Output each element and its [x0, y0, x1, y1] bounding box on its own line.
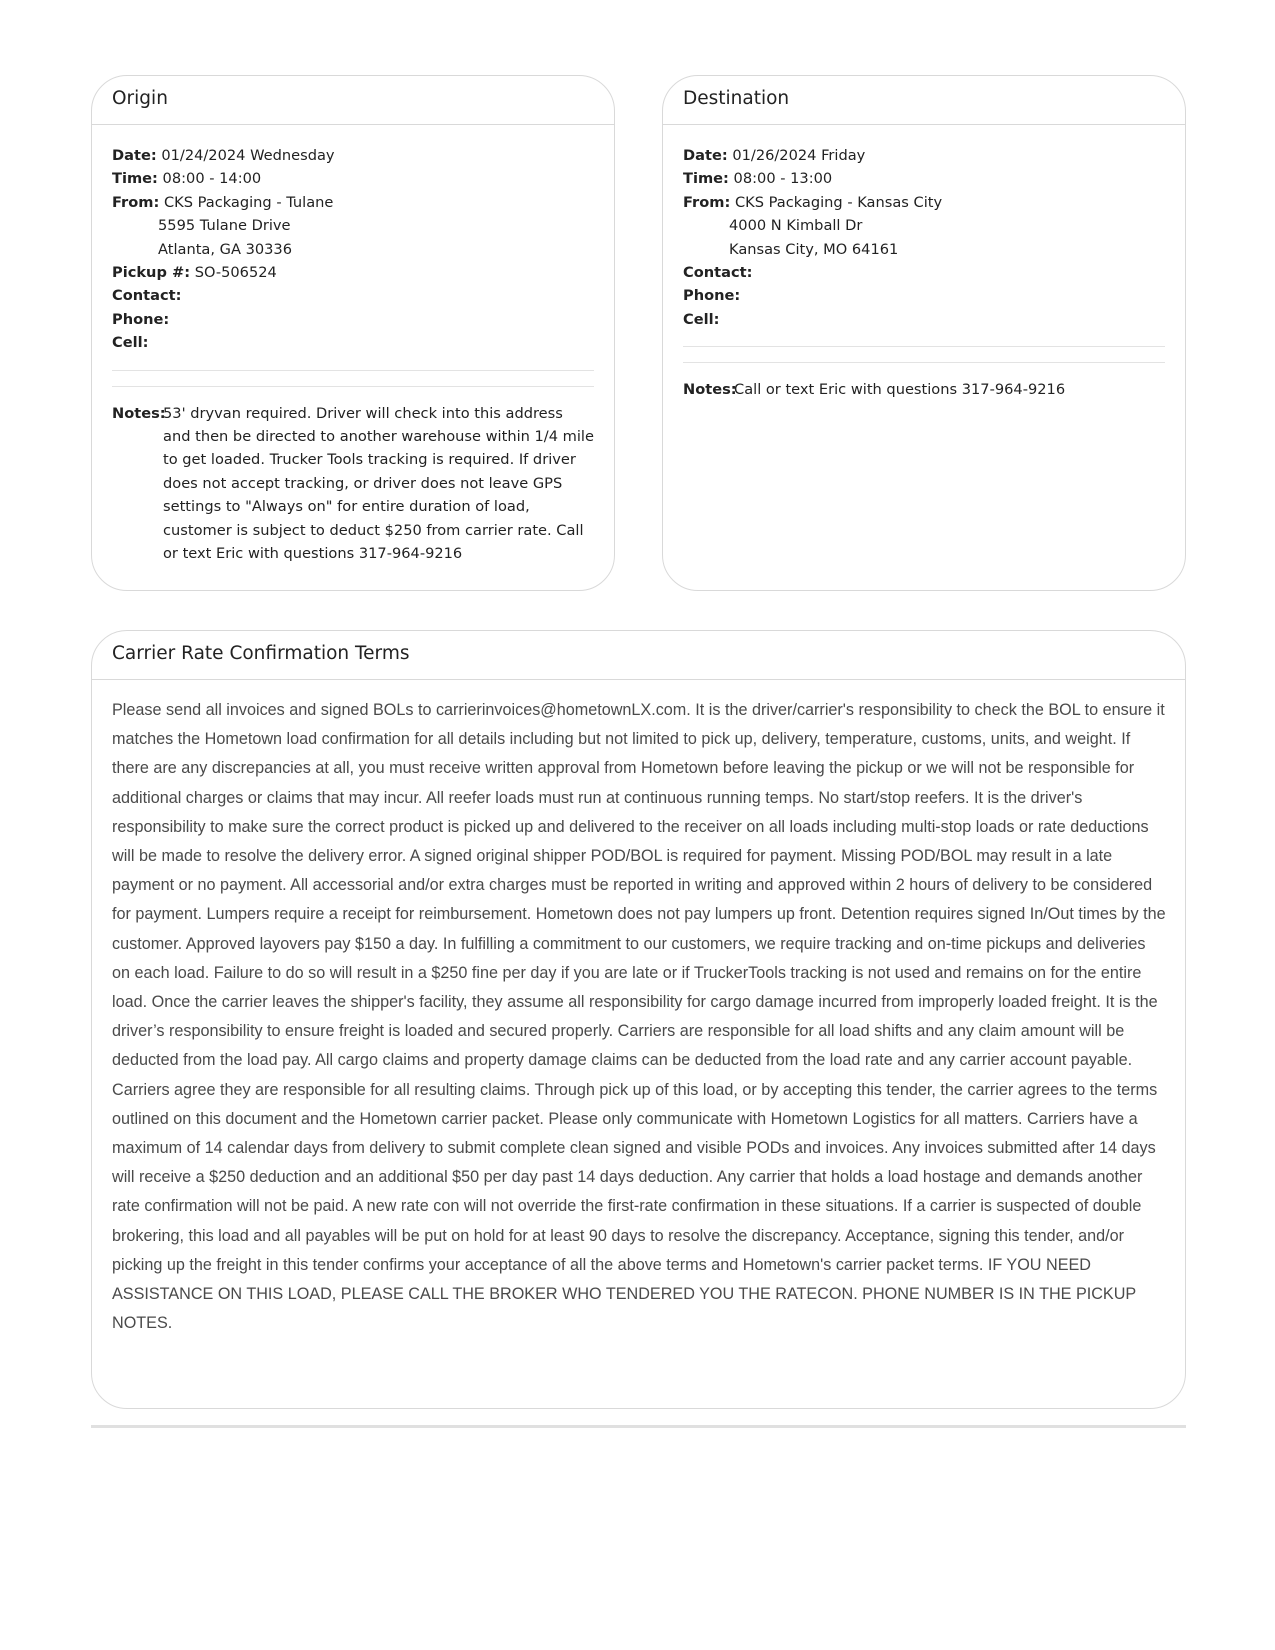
origin-phone-label: Phone: [112, 310, 170, 328]
origin-divider-1 [112, 370, 594, 371]
origin-time-row [112, 167, 594, 190]
origin-notes-label: Notes: [112, 404, 166, 422]
destination-address-line1: 4000 N Kimball Dr [729, 217, 863, 235]
terms-title-divider [92, 679, 1185, 680]
bottom-divider [91, 1425, 1186, 1428]
origin-pickup-number: SO-506524 [194, 264, 277, 282]
origin-pickup-label: Pickup #: [112, 264, 191, 282]
terms-body: Please send all invoices and signed BOLs to carrierinvoices@hometownLX.com. It is the driver/carrier's responsibility to check the BOL to ensure it matches the Hometown load confirmation for all details including but not limited to pick up, delivery, temperature, customs, units, and weight. If there are any discrepancies at all, you must receive written approval from Hometown before leaving the pickup or we will not be responsible for additional charges or claims that may incur. All reefer loads must run at continuous running temps. No start/stop reefers. It is the driver's responsibility to make sure the correct product is picked up and delivered to the receiver on all loads including multi-stop loads or rate deductions will be made to resolve the delivery error. A signed original shipper POD/BOL is required for payment. Missing POD/BOL may result in a late payment or no payment. All accessorial and/or extra charges must be reported in writing and approved within 2 hours of delivery to be considered for payment. Lumpers require a receipt for reimbursement. Hometown does not pay lumpers up front. Detention requires signed In/Out times by the customer. Approved layovers pay $150 a day. In fulfilling a commitment to our customers, we require tracking and on-time pickups and deliveries on each load. Failure to do so will result in a $250 fine per day if you are late or if TruckerTools tracking is not used and remains on for the entire load. Once the carrier leaves the shipper's facility, they assume all responsibility for cargo damage incurred from improperly loaded freight. It is the driver’s responsibility to ensure freight is loaded and secured properly. Carriers are responsible for all load shifts and any claim amount will be deducted from the load pay. All cargo claims and property damage claims can be deducted from the load rate and any carrier account payable. Carriers agree they are responsible for all resulting claims. Through pick up of this load, or by accepting this tender, the carrier agrees to the terms outlined on this document and the Hometown carrier packet. Please only communicate with Hometown Logistics for all matters. Carriers have a maximum of 14 calendar days from delivery to submit complete clean signed and visible PODs and invoices. Any invoices submitted after 14 days will receive a $250 deduction and an additional $50 per day past 14 days deduction. Any carrier that holds a load hostage and demands another rate confirmation will not be paid. A new rate con will not override the first-rate confirmation in these situations. If a carrier is suspected of double brokering, this load and all payables will be put on hold for at least 90 days to resolve the discrepancy. Acceptance, signing this tender, and/or picking up the freight in this tender confirms your acceptance of all the above terms and Hometown's carrier packet terms. IF YOU NEED ASSISTANCE ON THIS LOAD, PLEASE CALL THE BROKER WHO TENDERED YOU THE RATECON. PHONE NUMBER IS IN THE PICKUP NOTES. [112, 701, 1166, 1333]
origin-date-label: Date: [112, 147, 157, 164]
destination-notes-label: Notes: [683, 381, 737, 399]
destination-title-divider [663, 124, 1185, 125]
destination-card [662, 75, 1186, 591]
terms-card [91, 630, 1186, 1409]
destination-notes-text: Call or text Eric with questions 317-964-9216 [734, 381, 1066, 399]
terms-title: Carrier Rate Confirmation Terms [112, 643, 410, 664]
origin-from-row [112, 191, 594, 214]
origin-from-name: CKS Packaging - Tulane [163, 193, 334, 211]
origin-details [112, 144, 594, 566]
origin-card [91, 75, 615, 591]
origin-cell-row [112, 331, 594, 354]
destination-contact-row [683, 261, 1165, 284]
destination-date: 01/26/2024 Friday [732, 147, 866, 164]
origin-time: 08:00 - 14:00 [162, 170, 262, 188]
destination-from-row [683, 191, 1165, 214]
origin-time-label: Time: [112, 170, 158, 188]
origin-date: 01/24/2024 Wednesday [161, 147, 335, 164]
destination-from-label: From: [683, 193, 731, 211]
destination-time-label: Time: [683, 170, 729, 188]
origin-contact-label: Contact: [112, 287, 182, 305]
destination-notes [683, 378, 1165, 401]
destination-phone-row [683, 284, 1165, 307]
destination-phone-label: Phone: [683, 287, 741, 305]
destination-from-name: CKS Packaging - Kansas City [734, 193, 943, 211]
destination-cell-label: Cell: [683, 310, 720, 328]
destination-time-row [683, 167, 1165, 190]
destination-divider-1 [683, 346, 1165, 347]
origin-title-divider [92, 124, 614, 125]
destination-contact-label: Contact: [683, 264, 753, 282]
origin-address-line1: 5595 Tulane Drive [158, 217, 291, 235]
origin-cell-label: Cell: [112, 334, 149, 352]
destination-details [683, 144, 1165, 402]
origin-pickup-row [112, 261, 594, 284]
origin-phone-row [112, 308, 594, 331]
origin-divider-2 [112, 386, 594, 387]
origin-from-label: From: [112, 193, 160, 211]
destination-date-label: Date: [683, 147, 728, 164]
origin-date-row [112, 144, 594, 167]
origin-title: Origin [112, 88, 168, 109]
origin-address-line2: Atlanta, GA 30336 [158, 240, 292, 258]
origin-contact-row [112, 284, 594, 307]
destination-address-line2: Kansas City, MO 64161 [729, 240, 899, 258]
origin-notes-text: 53' dryvan required. Driver will check into this address and then be directed to another warehouse within 1/4 mile to get loaded. Trucker Tools tracking is required. If driver does not accept tracking, or driver does not leave GPS settings to "Always on" for entire duration of load, customer is subject to deduct $250 from carrier rate. Call or text Eric with questions 317-964-9216 [163, 404, 594, 563]
destination-title: Destination [683, 88, 790, 109]
destination-time: 08:00 - 13:00 [733, 170, 833, 188]
origin-notes [112, 402, 594, 566]
destination-divider-2 [683, 362, 1165, 363]
destination-date-row [683, 144, 1165, 167]
destination-cell-row [683, 308, 1165, 331]
